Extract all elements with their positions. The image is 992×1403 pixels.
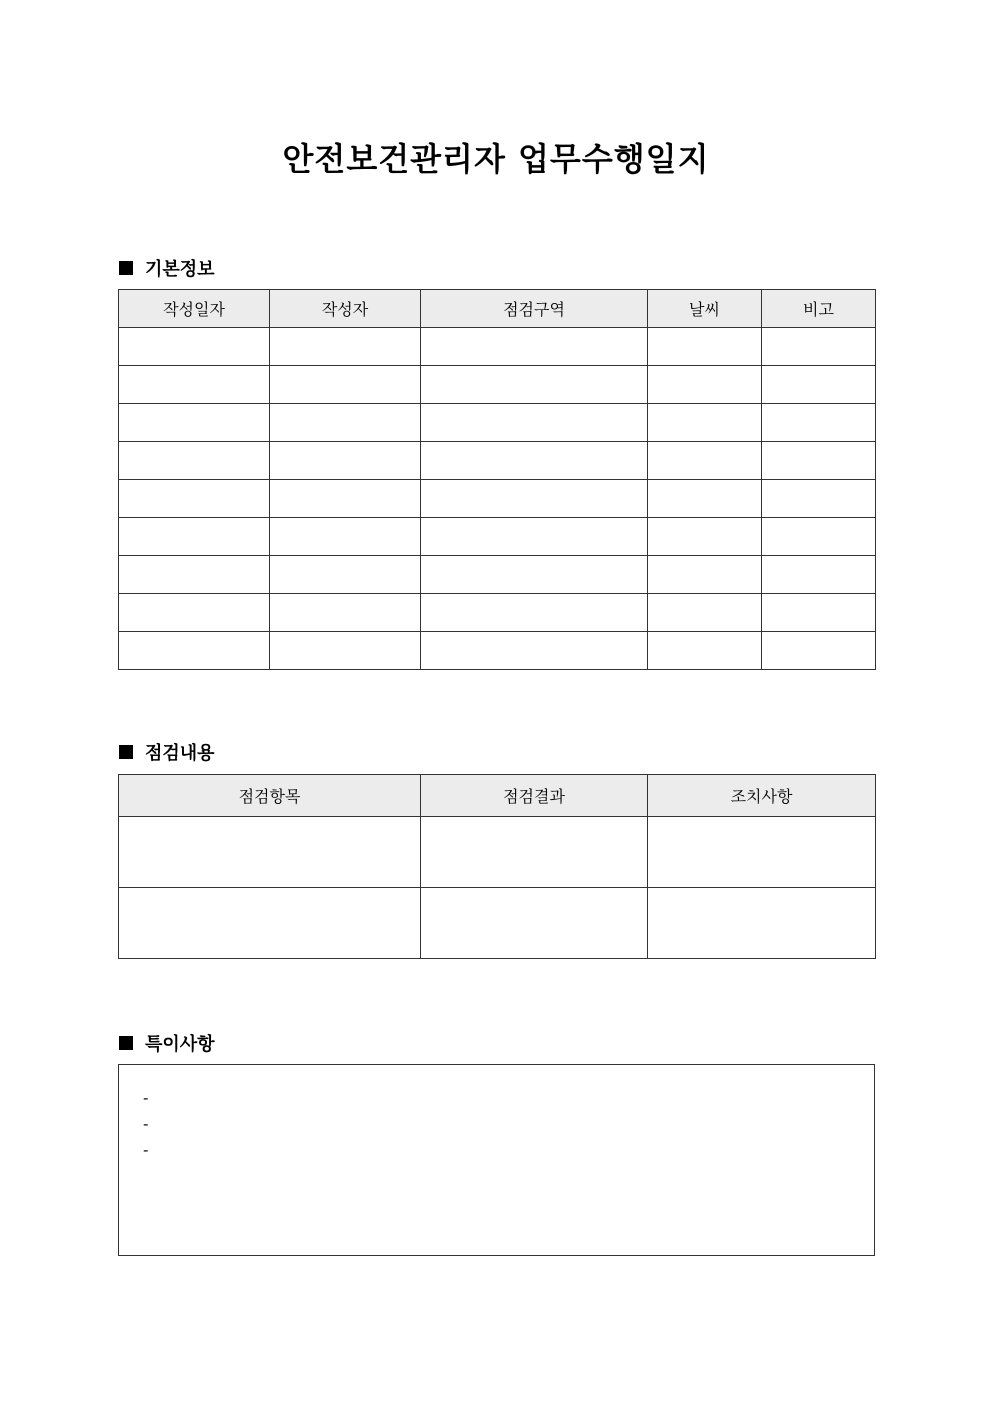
- table-cell[interactable]: [762, 594, 876, 632]
- notes-list-item[interactable]: -: [143, 1115, 149, 1133]
- table-cell[interactable]: [119, 632, 270, 670]
- table-cell[interactable]: [648, 404, 762, 442]
- table-cell[interactable]: [421, 366, 648, 404]
- section-heading-label: 점검내용: [145, 743, 215, 764]
- document-title: 안전보건관리자 업무수행일지: [282, 140, 710, 178]
- table-cell[interactable]: [421, 817, 648, 888]
- table-cell[interactable]: [762, 480, 876, 518]
- square-bullet-icon: [119, 261, 133, 275]
- table-cell[interactable]: [421, 518, 648, 556]
- column-header-inspection-area: 점검구역: [421, 290, 648, 328]
- notes-list-item[interactable]: -: [143, 1141, 149, 1159]
- table-cell[interactable]: [270, 366, 421, 404]
- section-heading-basic-info: [119, 255, 215, 281]
- table-cell[interactable]: [648, 442, 762, 480]
- table-cell[interactable]: [270, 404, 421, 442]
- table-row: [119, 556, 876, 594]
- table-header-row: [119, 775, 876, 817]
- table-cell[interactable]: [421, 480, 648, 518]
- table-cell[interactable]: [421, 442, 648, 480]
- table-cell[interactable]: [119, 556, 270, 594]
- table-row: [119, 888, 876, 959]
- column-header-action-taken: 조치사항: [648, 775, 876, 817]
- table-cell[interactable]: [762, 442, 876, 480]
- column-header-remarks: 비고: [762, 290, 876, 328]
- column-header-weather: 날씨: [648, 290, 762, 328]
- table-cell[interactable]: [119, 594, 270, 632]
- notes-list-item[interactable]: -: [143, 1089, 149, 1107]
- column-header-inspection-item: 점검항목: [119, 775, 421, 817]
- table-row: [119, 404, 876, 442]
- table-cell[interactable]: [762, 518, 876, 556]
- table-cell[interactable]: [119, 480, 270, 518]
- table-cell[interactable]: [119, 366, 270, 404]
- table-cell[interactable]: [648, 888, 876, 959]
- table-cell[interactable]: [119, 518, 270, 556]
- column-header-inspection-result: 점검결과: [421, 775, 648, 817]
- basic-info-table: [118, 289, 876, 670]
- table-cell[interactable]: [648, 366, 762, 404]
- square-bullet-icon: [119, 745, 133, 759]
- table-cell[interactable]: [270, 594, 421, 632]
- table-cell[interactable]: [648, 632, 762, 670]
- table-cell[interactable]: [648, 328, 762, 366]
- table-cell[interactable]: [648, 817, 876, 888]
- square-bullet-icon: [119, 1036, 133, 1050]
- column-header-author: 작성자: [270, 290, 421, 328]
- table-row: [119, 632, 876, 670]
- table-header-row: [119, 290, 876, 328]
- column-header-date: 작성일자: [119, 290, 270, 328]
- table-cell[interactable]: [270, 442, 421, 480]
- table-cell[interactable]: [421, 404, 648, 442]
- table-cell[interactable]: [762, 404, 876, 442]
- table-row: [119, 518, 876, 556]
- section-heading-label: 기본정보: [145, 259, 215, 280]
- section-heading-label: 특이사항: [145, 1034, 215, 1055]
- table-row: [119, 442, 876, 480]
- table-cell[interactable]: [421, 632, 648, 670]
- table-cell[interactable]: [762, 328, 876, 366]
- table-cell[interactable]: [270, 556, 421, 594]
- notes-list: [119, 1065, 874, 1165]
- table-cell[interactable]: [648, 518, 762, 556]
- table-row: [119, 817, 876, 888]
- table-cell[interactable]: [421, 328, 648, 366]
- table-cell[interactable]: [762, 556, 876, 594]
- table-cell[interactable]: [648, 594, 762, 632]
- table-cell[interactable]: [421, 556, 648, 594]
- table-row: [119, 366, 876, 404]
- table-cell[interactable]: [119, 442, 270, 480]
- table-cell[interactable]: [648, 556, 762, 594]
- table-cell[interactable]: [270, 632, 421, 670]
- table-row: [119, 480, 876, 518]
- table-cell[interactable]: [119, 404, 270, 442]
- section-heading-notes: [119, 1030, 215, 1056]
- table-cell[interactable]: [270, 518, 421, 556]
- table-cell[interactable]: [421, 594, 648, 632]
- table-cell[interactable]: [648, 480, 762, 518]
- table-cell[interactable]: [119, 888, 421, 959]
- table-cell[interactable]: [762, 632, 876, 670]
- section-heading-inspection: [119, 739, 215, 765]
- notes-box[interactable]: [118, 1064, 875, 1256]
- inspection-table: [118, 774, 876, 959]
- table-cell[interactable]: [119, 328, 270, 366]
- table-cell[interactable]: [421, 888, 648, 959]
- table-cell[interactable]: [119, 817, 421, 888]
- table-cell[interactable]: [270, 480, 421, 518]
- table-cell[interactable]: [762, 366, 876, 404]
- table-cell[interactable]: [270, 328, 421, 366]
- table-row: [119, 594, 876, 632]
- table-row: [119, 328, 876, 366]
